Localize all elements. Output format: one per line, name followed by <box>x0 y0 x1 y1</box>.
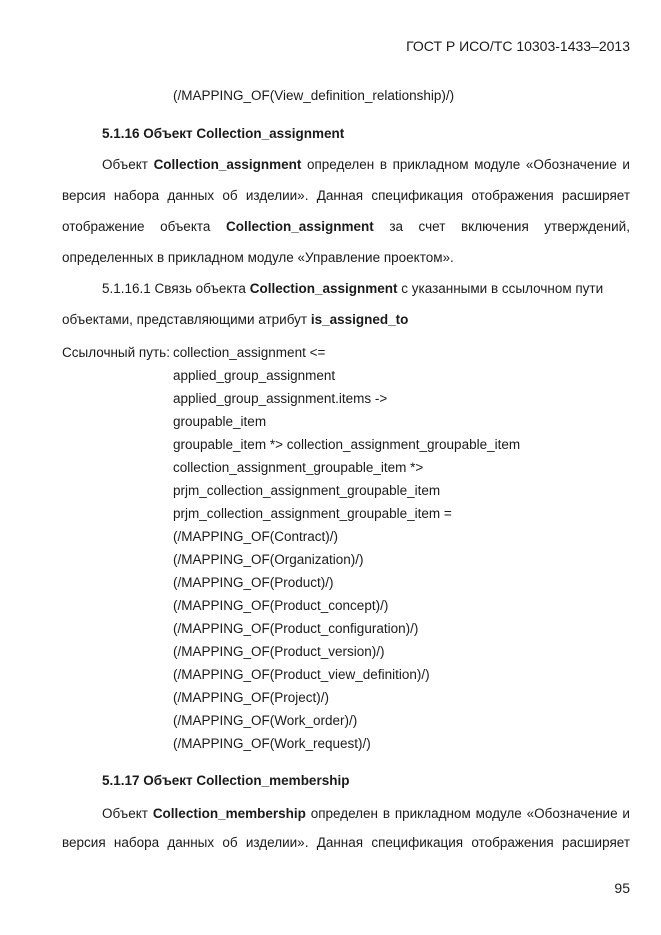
reference-path-line: (/MAPPING_OF(Product_configuration)/) <box>173 621 419 636</box>
paragraph-line <box>62 806 630 822</box>
reference-path-line: prjm_collection_assignment_groupable_item = <box>173 506 452 521</box>
subsection-heading-5-1-16-1 <box>102 281 603 297</box>
reference-path-line: (/MAPPING_OF(Product_version)/) <box>173 644 385 659</box>
reference-path-line: (/MAPPING_OF(Product_concept)/) <box>173 598 389 613</box>
paragraph-line: версия набора данных об изделии». Данная спецификация отображения расширяет <box>62 188 630 203</box>
entity-name: Collection_assignment <box>225 219 374 234</box>
reference-path-line: groupable_item <box>173 414 267 429</box>
page-number: 95 <box>614 880 630 896</box>
reference-path-line: (/MAPPING_OF(Product)/) <box>173 575 334 590</box>
text-run: определен в прикладном модуле «Обозначение и <box>306 157 630 172</box>
text-run: с указанными в ссылочном пути <box>401 281 604 296</box>
reference-path-line: (/MAPPING_OF(Product_view_definition)/) <box>173 667 430 682</box>
reference-path-line: (/MAPPING_OF(Project)/) <box>173 690 330 705</box>
reference-path-line: collection_assignment <= <box>173 345 326 360</box>
text-run: 5.1.16.1 Связь объекта <box>102 281 246 296</box>
reference-path-line: (/MAPPING_OF(Work_order)/) <box>173 713 358 728</box>
text-run: отображение объекта <box>62 219 211 234</box>
text-run: объектами, представляющими атрибут <box>62 312 308 327</box>
reference-path-line: (/MAPPING_OF(Organization)/) <box>173 552 364 567</box>
section-heading-5-1-16: 5.1.16 Объект Collection_assignment <box>102 126 345 141</box>
section-heading-5-1-17: 5.1.17 Объект Collection_membership <box>102 773 350 788</box>
text-run: за счет включения утверждений, <box>389 219 630 234</box>
reference-path-line: collection_assignment_groupable_item *> <box>173 460 424 475</box>
document-code-header: ГОСТ Р ИСО/ТС 10303-1433–2013 <box>406 38 630 54</box>
attribute-name: is_assigned_to <box>310 312 409 327</box>
reference-path-label: Ссылочный путь: <box>62 345 170 360</box>
paragraph-line <box>62 219 630 235</box>
reference-path-line: (/MAPPING_OF(Work_request)/) <box>173 736 371 751</box>
paragraph-line: определенных в прикладном модуле «Управление проектом». <box>62 250 454 265</box>
entity-name: Collection_assignment <box>153 157 302 172</box>
mapping-line: (/MAPPING_OF(View_definition_relationship)/) <box>173 88 455 103</box>
reference-path-line: groupable_item *> collection_assignment_groupable_item <box>173 437 521 452</box>
subsection-heading-line <box>62 312 408 328</box>
text-run: Объект <box>102 806 148 821</box>
paragraph-line <box>62 157 630 173</box>
paragraph-line: версия набора данных об изделии». Данная спецификация отображения расширяет <box>62 835 630 850</box>
reference-path-line: applied_group_assignment.items -> <box>173 391 388 406</box>
entity-name: Collection_membership <box>152 806 306 821</box>
text-run: Объект <box>102 157 148 172</box>
reference-path-line: applied_group_assignment <box>173 368 336 383</box>
text-run: определен в прикладном модуле «Обозначение и <box>310 806 630 821</box>
reference-path-line: (/MAPPING_OF(Contract)/) <box>173 529 339 544</box>
entity-name: Collection_assignment <box>249 281 398 296</box>
reference-path-line: prjm_collection_assignment_groupable_item <box>173 483 441 498</box>
